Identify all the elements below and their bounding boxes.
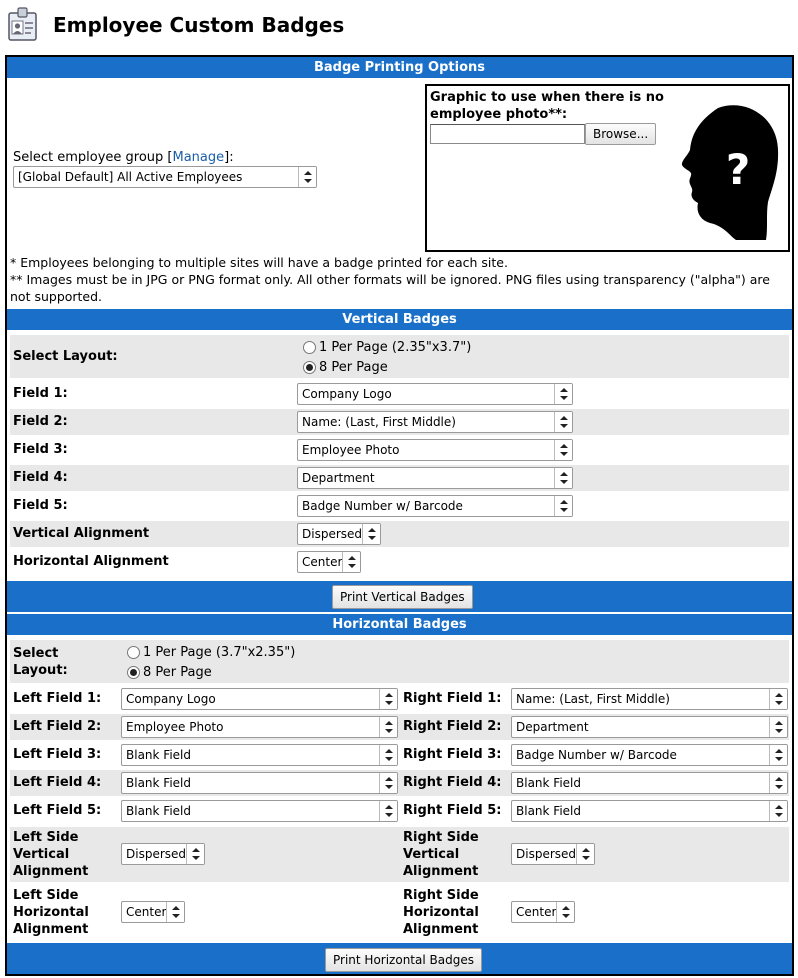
- multi-site-note: * Employees belonging to multiple sites will have a badge printed for each site.: [10, 255, 508, 270]
- vertical-field-label: Field 5:: [13, 498, 68, 513]
- select-arrow-icon: [554, 412, 572, 432]
- right-horizontal-alignment-select[interactable]: Center: [511, 901, 575, 923]
- left-vertical-alignment-label: Left Side Vertical Alignment: [13, 830, 89, 879]
- horizontal-layout-8-per-page-radio[interactable]: [127, 666, 140, 679]
- select-arrow-icon: [166, 902, 184, 922]
- unknown-person-silhouette-icon: [680, 102, 780, 242]
- side-vertical-alignment-row: [10, 827, 789, 882]
- vertical-field-label: Field 1:: [13, 386, 68, 401]
- horizontal-field-row: [10, 742, 789, 768]
- left-field-label: Left Field 1:: [13, 691, 102, 706]
- no-photo-graphic-label: Graphic to use when there is no employee photo**:: [430, 90, 664, 122]
- select-arrow-icon: [342, 552, 360, 572]
- left-field-4-select[interactable]: Blank Field: [121, 772, 398, 794]
- select-arrow-icon: [769, 773, 787, 793]
- employee-group-select[interactable]: [Global Default] All Active Employees: [13, 166, 317, 188]
- manage-groups-link[interactable]: Manage: [172, 150, 225, 165]
- right-field-label: Right Field 5:: [403, 803, 502, 818]
- vertical-field-label: Field 3:: [13, 442, 68, 457]
- vertical-field-row: [10, 493, 789, 519]
- horizontal-field-row: [10, 714, 789, 740]
- page-title: Employee Custom Badges: [53, 13, 345, 37]
- left-horizontal-alignment-select[interactable]: Center: [121, 901, 185, 923]
- select-arrow-icon: [379, 745, 397, 765]
- select-arrow-icon: [769, 801, 787, 821]
- vertical-layout-row: [10, 335, 789, 378]
- no-photo-graphic-panel: [425, 84, 790, 252]
- right-field-2-select[interactable]: Department: [511, 716, 788, 738]
- vertical-field-4-select[interactable]: Department: [297, 467, 573, 489]
- vertical-layout-8-per-page-radio[interactable]: [303, 361, 316, 374]
- right-field-label: Right Field 2:: [403, 719, 502, 734]
- horizontal-alignment-label: Horizontal Alignment: [13, 554, 169, 569]
- horizontal-badges-header: Horizontal Badges: [7, 614, 792, 635]
- horizontal-field-row: [10, 798, 789, 824]
- left-field-3-select[interactable]: Blank Field: [121, 744, 398, 766]
- badge-id-icon: [6, 6, 42, 42]
- vertical-field-label: Field 2:: [13, 414, 68, 429]
- right-horizontal-alignment-label: Right Side Horizontal Alignment: [403, 888, 479, 937]
- employee-group-label: Select employee group [Manage]:: [13, 150, 234, 165]
- vertical-field-row: [10, 437, 789, 463]
- horizontal-layout-row: [10, 640, 789, 683]
- vertical-field-3-select[interactable]: Employee Photo: [297, 439, 573, 461]
- select-arrow-icon: [769, 745, 787, 765]
- horizontal-layout-1-per-page-label: 1 Per Page (3.7"x2.35"): [143, 645, 296, 660]
- right-field-label: Right Field 3:: [403, 747, 502, 762]
- vertical-field-row: [10, 465, 789, 491]
- select-arrow-icon: [554, 496, 572, 516]
- vertical-alignment-row: [10, 521, 789, 547]
- svg-text:?: ?: [725, 145, 751, 194]
- graphic-file-input[interactable]: [430, 124, 585, 144]
- left-field-5-select[interactable]: Blank Field: [121, 800, 398, 822]
- select-arrow-icon: [769, 717, 787, 737]
- horizontal-field-row: [10, 686, 789, 712]
- print-horizontal-badges-button[interactable]: Print Horizontal Badges: [325, 948, 482, 972]
- select-arrow-icon: [186, 844, 204, 864]
- vertical-alignment-select[interactable]: Dispersed: [297, 523, 381, 545]
- vertical-field-1-select[interactable]: Company Logo: [297, 383, 573, 405]
- select-arrow-icon: [362, 524, 380, 544]
- browse-button[interactable]: Browse...: [585, 123, 656, 145]
- right-vertical-alignment-select[interactable]: Dispersed: [511, 843, 595, 865]
- right-field-label: Right Field 4:: [403, 775, 502, 790]
- select-arrow-icon: [554, 468, 572, 488]
- select-arrow-icon: [576, 844, 594, 864]
- left-field-label: Left Field 3:: [13, 747, 102, 762]
- horizontal-layout-1-per-page-radio[interactable]: [127, 646, 140, 659]
- horizontal-layout-8-per-page-label: 8 Per Page: [143, 665, 212, 680]
- select-arrow-icon: [769, 689, 787, 709]
- left-field-2-select[interactable]: Employee Photo: [121, 716, 398, 738]
- left-horizontal-alignment-label: Left Side Horizontal Alignment: [13, 888, 89, 937]
- vertical-layout-1-per-page-radio[interactable]: [303, 341, 316, 354]
- right-field-label: Right Field 1:: [403, 691, 502, 706]
- select-arrow-icon: [379, 717, 397, 737]
- side-horizontal-alignment-row: [10, 884, 789, 941]
- vertical-field-row: [10, 409, 789, 435]
- horizontal-field-row: [10, 770, 789, 796]
- select-arrow-icon: [379, 801, 397, 821]
- horizontal-alignment-row: [10, 549, 789, 575]
- left-vertical-alignment-select[interactable]: Dispersed: [121, 843, 205, 865]
- select-arrow-icon: [554, 440, 572, 460]
- select-arrow-icon: [298, 167, 316, 187]
- select-arrow-icon: [554, 384, 572, 404]
- vertical-badges-header: Vertical Badges: [7, 309, 792, 330]
- select-arrow-icon: [556, 902, 574, 922]
- page-header: [4, 4, 794, 44]
- right-field-3-select[interactable]: Badge Number w/ Barcode: [511, 744, 788, 766]
- right-field-4-select[interactable]: Blank Field: [511, 772, 788, 794]
- left-field-label: Left Field 5:: [13, 803, 102, 818]
- select-arrow-icon: [379, 773, 397, 793]
- vertical-field-row: [10, 381, 789, 407]
- left-field-label: Left Field 4:: [13, 775, 102, 790]
- right-vertical-alignment-label: Right Side Vertical Alignment: [403, 830, 479, 879]
- vertical-layout-label: Select Layout:: [13, 349, 118, 364]
- horizontal-alignment-select[interactable]: Center: [297, 551, 361, 573]
- vertical-layout-8-per-page-label: 8 Per Page: [319, 360, 388, 375]
- vertical-layout-1-per-page-label: 1 Per Page (2.35"x3.7"): [319, 340, 472, 355]
- badge-printing-options-header: Badge Printing Options: [7, 57, 792, 78]
- select-arrow-icon: [379, 689, 397, 709]
- vertical-alignment-label: Vertical Alignment: [13, 526, 150, 541]
- image-format-note: ** Images must be in JPG or PNG format only. All other formats will be ignored. PNG files using transparency ("alpha") are not supported.: [10, 272, 770, 304]
- badge-form: [5, 55, 794, 976]
- horizontal-layout-label: Select Layout:: [13, 646, 68, 678]
- left-field-label: Left Field 2:: [13, 719, 102, 734]
- vertical-field-5-select[interactable]: Badge Number w/ Barcode: [297, 495, 573, 517]
- right-field-5-select[interactable]: Blank Field: [511, 800, 788, 822]
- vertical-field-2-select[interactable]: Name: (Last, First Middle): [297, 411, 573, 433]
- vertical-field-label: Field 4:: [13, 470, 68, 485]
- print-vertical-badges-button[interactable]: Print Vertical Badges: [332, 585, 473, 609]
- left-field-1-select[interactable]: Company Logo: [121, 688, 398, 710]
- right-field-1-select[interactable]: Name: (Last, First Middle): [511, 688, 788, 710]
